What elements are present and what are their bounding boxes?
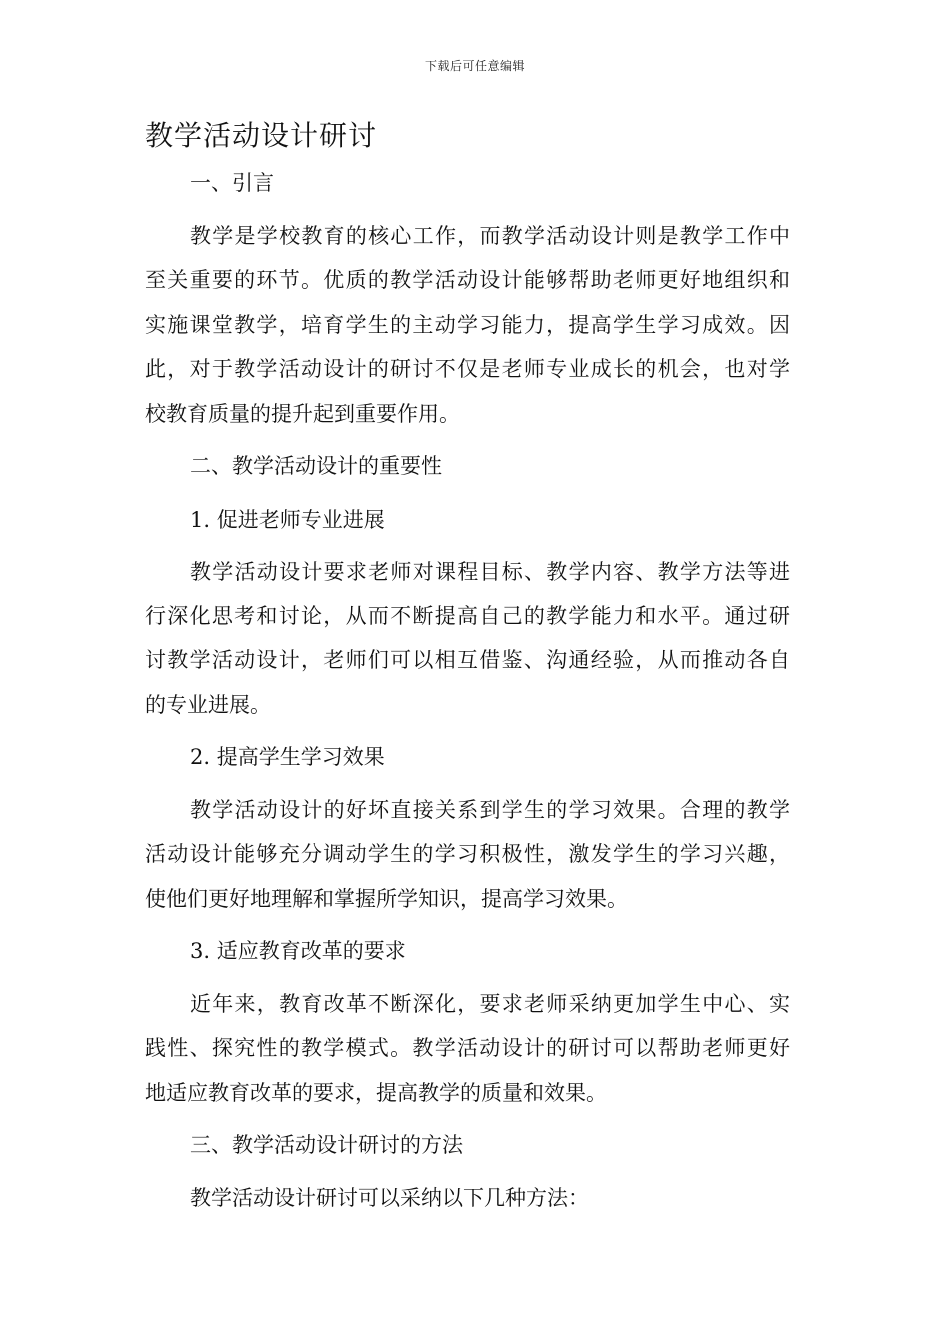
section-heading-importance: 二、教学活动设计的重要性 [190, 454, 442, 478]
paragraph-line: 践性、探究性的教学模式。教学活动设计的研讨可以帮助老师更好 [145, 1036, 790, 1060]
paragraph-line: 至关重要的环节。优质的教学活动设计能够帮助老师更好地组织和 [145, 268, 790, 292]
paragraph-line: 教学活动设计要求老师对课程目标、教学内容、教学方法等进 [190, 560, 790, 584]
paragraph-line: 教学活动设计研讨可以采纳以下几种方法： [190, 1186, 589, 1210]
subheading-student-outcomes: 2. 提高学生学习效果 [190, 745, 385, 769]
paragraph-line: 近年来，教育改革不断深化，要求老师采纳更加学生中心、实 [190, 992, 790, 1016]
paragraph-line: 校教育质量的提升起到重要作用。 [145, 402, 460, 426]
paragraph-line: 实施课堂教学，培育学生的主动学习能力，提高学生学习成效。因 [145, 313, 790, 337]
subheading-education-reform: 3. 适应教育改革的要求 [190, 939, 406, 963]
paragraph-line: 讨教学活动设计，老师们可以相互借鉴、沟通经验，从而推动各自 [145, 648, 790, 672]
section-heading-methods: 三、教学活动设计研讨的方法 [190, 1133, 463, 1157]
subheading-teacher-development: 1. 促进老师专业进展 [190, 508, 385, 532]
paragraph-line: 教学是学校教育的核心工作，而教学活动设计则是教学工作中 [190, 224, 790, 248]
paragraph-line: 教学活动设计的好坏直接关系到学生的学习效果。合理的教学 [190, 798, 790, 822]
paragraph-line: 活动设计能够充分调动学生的学习积极性，激发学生的学习兴趣， [145, 842, 790, 866]
paragraph-line: 的专业进展。 [145, 693, 271, 717]
paragraph-line: 使他们更好地理解和掌握所学知识，提高学习效果。 [145, 887, 628, 911]
paragraph-line: 此，对于教学活动设计的研讨不仅是老师专业成长的机会，也对学 [145, 357, 790, 381]
paragraph-line: 地适应教育改革的要求，提高教学的质量和效果。 [145, 1081, 607, 1105]
paragraph-line: 行深化思考和讨论，从而不断提高自己的教学能力和水平。通过研 [145, 604, 790, 628]
page-header-note: 下载后可任意编辑 [424, 59, 525, 73]
section-heading-intro: 一、引言 [190, 171, 274, 195]
document-title: 教学活动设计研讨 [145, 119, 378, 152]
